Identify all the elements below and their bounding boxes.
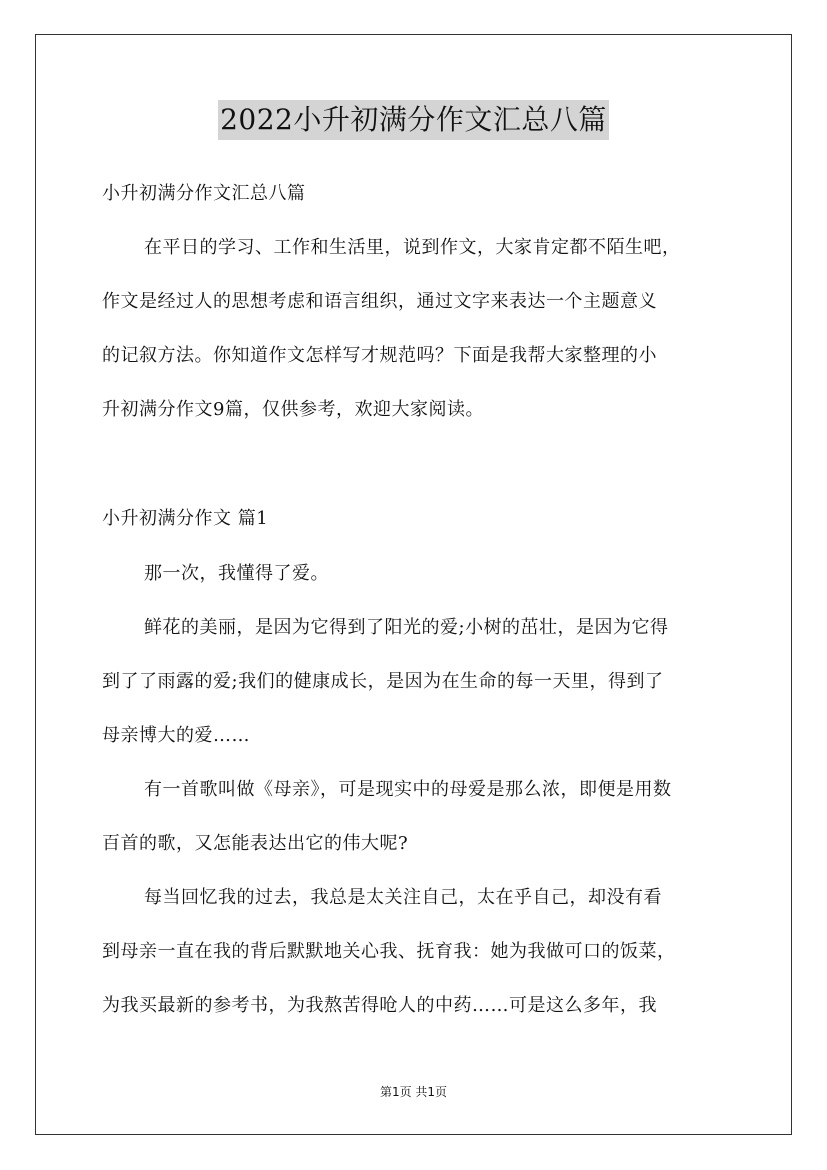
document-subtitle: 小升初满分作文汇总八篇 xyxy=(102,183,306,204)
page-footer: 第1页 共1页 xyxy=(379,1085,448,1099)
intro-line: 作文是经过人的思想考虑和语言组织，通过文字来表达一个主题意义 xyxy=(102,291,657,312)
body-line: 那一次，我懂得了爱。 xyxy=(144,563,329,584)
document-title-wrapper xyxy=(0,100,827,140)
section-heading: 小升初满分作文 篇1 xyxy=(102,508,269,529)
body-line: 到了了雨露的爱;我们的健康成长，是因为在生命的每一天里，得到了 xyxy=(102,671,664,692)
intro-line: 在平日的学习、工作和生活里，说到作文，大家肯定都不陌生吧， xyxy=(144,237,681,258)
intro-line: 的记叙方法。你知道作文怎样写才规范吗？下面是我帮大家整理的小 xyxy=(102,345,657,366)
body-line: 百首的歌，又怎能表达出它的伟大呢? xyxy=(102,833,409,854)
body-line: 每当回忆我的过去，我总是太关注自己，太在乎自己，却没有看 xyxy=(144,887,662,908)
body-line: 母亲博大的爱…… xyxy=(102,725,250,746)
body-line: 到母亲一直在我的背后默默地关心我、抚育我：她为我做可口的饭菜， xyxy=(102,941,676,962)
intro-line: 升初满分作文9篇，仅供参考，欢迎大家阅读。 xyxy=(102,399,484,420)
body-line: 为我买最新的参考书，为我熬苦得呛人的中药……可是这么多年，我 xyxy=(102,995,657,1016)
document-title: 2022小升初满分作文汇总八篇 xyxy=(218,100,609,140)
body-line: 鲜花的美丽，是因为它得到了阳光的爱;小树的茁壮，是因为它得 xyxy=(144,617,669,638)
body-line: 有一首歌叫做《母亲》，可是现实中的母爱是那么浓，即便是用数 xyxy=(144,779,672,800)
